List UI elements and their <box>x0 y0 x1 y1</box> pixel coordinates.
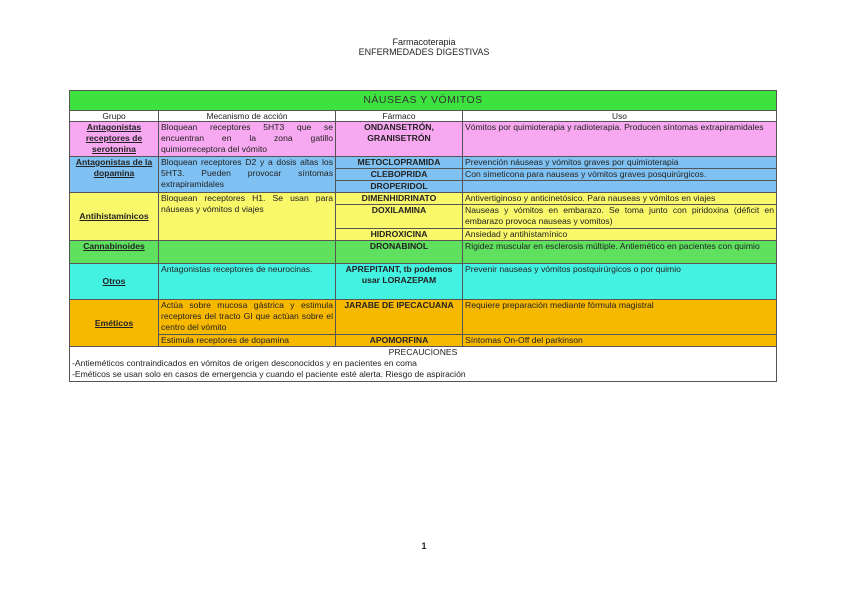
drug-cell: DOXILAMINA <box>336 205 463 229</box>
group-cell: Cannabinoides <box>70 241 159 264</box>
column-header-farmaco: Fármaco <box>336 111 463 122</box>
mechanism-cell: Estimula receptores de dopamina <box>159 335 336 347</box>
mechanism-cell <box>159 241 336 264</box>
group-cell: Antagonistas de la dopamina <box>70 157 159 193</box>
drug-cell: ONDANSETRÓN, GRANISETRÓN <box>336 122 463 157</box>
mechanism-cell: Actúa sobre mucosa gástrica y estimula receptores del tracto GI que actúan sobre el centro del vómito <box>159 300 336 335</box>
mechanism-cell: Bloquean receptores D2 y a dosis altas los 5HT3. Pueden provocar síntomas extrapiramidales <box>159 157 336 193</box>
drug-cell: APOMORFINA <box>336 335 463 347</box>
precaution-item: -Antieméticos contraindicados en vómitos de origen desconocidos y en pacientes en coma <box>72 358 417 368</box>
precautions-title: PRECAUCIONES <box>388 347 458 357</box>
mechanism-cell: Bloquean receptores H1. Se usan para náuseas y vómitos d viajes <box>159 193 336 241</box>
use-cell: Prevenir nauseas y vómitos postquirúrgicos o por quimio <box>463 264 777 300</box>
mechanism-cell: Bloquean receptores 5HT3 que se encuentran en la zona gatillo quimiorreceptora del vómito <box>159 122 336 157</box>
nausea-vomiting-table <box>69 90 777 382</box>
column-header-uso: Uso <box>463 111 777 122</box>
drug-cell: HIDROXICINA <box>336 229 463 241</box>
use-cell: Prevención náuseas y vómitos graves por quimioterapia <box>463 157 777 169</box>
document-topic: ENFERMEDADES DIGESTIVAS <box>358 47 490 57</box>
use-cell: Vómitos por quimioterapia y radioterapia. Producen síntomas extrapiramidales <box>463 122 777 157</box>
table-row <box>70 157 777 169</box>
precaution-item: -Eméticos se usan solo en casos de emergencia y cuando el paciente esté alerta. Riesgo de aspiración <box>72 369 466 379</box>
drug-cell: DROPERIDOL <box>336 181 463 193</box>
use-cell: Nauseas y vómitos en embarazo. Se toma junto con piridoxina (déficit en embarazo provoca nauseas y vomitos) <box>463 205 777 229</box>
drug-cell: JARABE DE IPECACUANA <box>336 300 463 335</box>
table-row <box>70 335 777 347</box>
use-cell: Rigidez muscular en esclerosis múltiple. Antiemético en pacientes con quimio <box>463 241 777 264</box>
use-cell: Con simeticona para nauseas y vómitos graves posquirúrgicos. <box>463 169 777 181</box>
table-row <box>70 241 777 264</box>
group-cell: Otros <box>70 264 159 300</box>
use-cell: Ansiedad y antihistamínico <box>463 229 777 241</box>
use-cell: Síntomas On-Off del parkinson <box>463 335 777 347</box>
group-cell: Eméticos <box>70 300 159 347</box>
column-header-grupo: Grupo <box>70 111 159 122</box>
group-cell: Antihistamínicos <box>70 193 159 241</box>
document-subject: Farmacoterapia <box>392 37 456 47</box>
precautions-row <box>70 347 777 382</box>
table-row <box>70 264 777 300</box>
group-cell: Antagonistas receptores de serotonina <box>70 122 159 157</box>
table-row <box>70 193 777 205</box>
drug-cell: DRONABINOL <box>336 241 463 264</box>
page-number: 1 <box>421 541 427 551</box>
drug-cell: CLEBOPRIDA <box>336 169 463 181</box>
table-row <box>70 300 777 335</box>
use-cell: Requiere preparación mediante fórmula magistral <box>463 300 777 335</box>
precautions-cell <box>70 347 777 382</box>
mechanism-cell: Antagonistas receptores de neurocinas. <box>159 264 336 300</box>
table-row <box>70 122 777 157</box>
table-title: NÁUSEAS Y VÓMITOS <box>70 91 777 111</box>
drug-cell: METOCLOPRAMIDA <box>336 157 463 169</box>
table-header-row <box>70 111 777 122</box>
column-header-mecanismo: Mecanismo de acción <box>159 111 336 122</box>
use-cell: Antivertiginoso y anticinetósico. Para nauseas y vómitos en viajes <box>463 193 777 205</box>
drug-cell: DIMENHIDRINATO <box>336 193 463 205</box>
drug-cell: APREPITANT, tb podemos usar LORAZEPAM <box>336 264 463 300</box>
use-cell <box>463 181 777 193</box>
